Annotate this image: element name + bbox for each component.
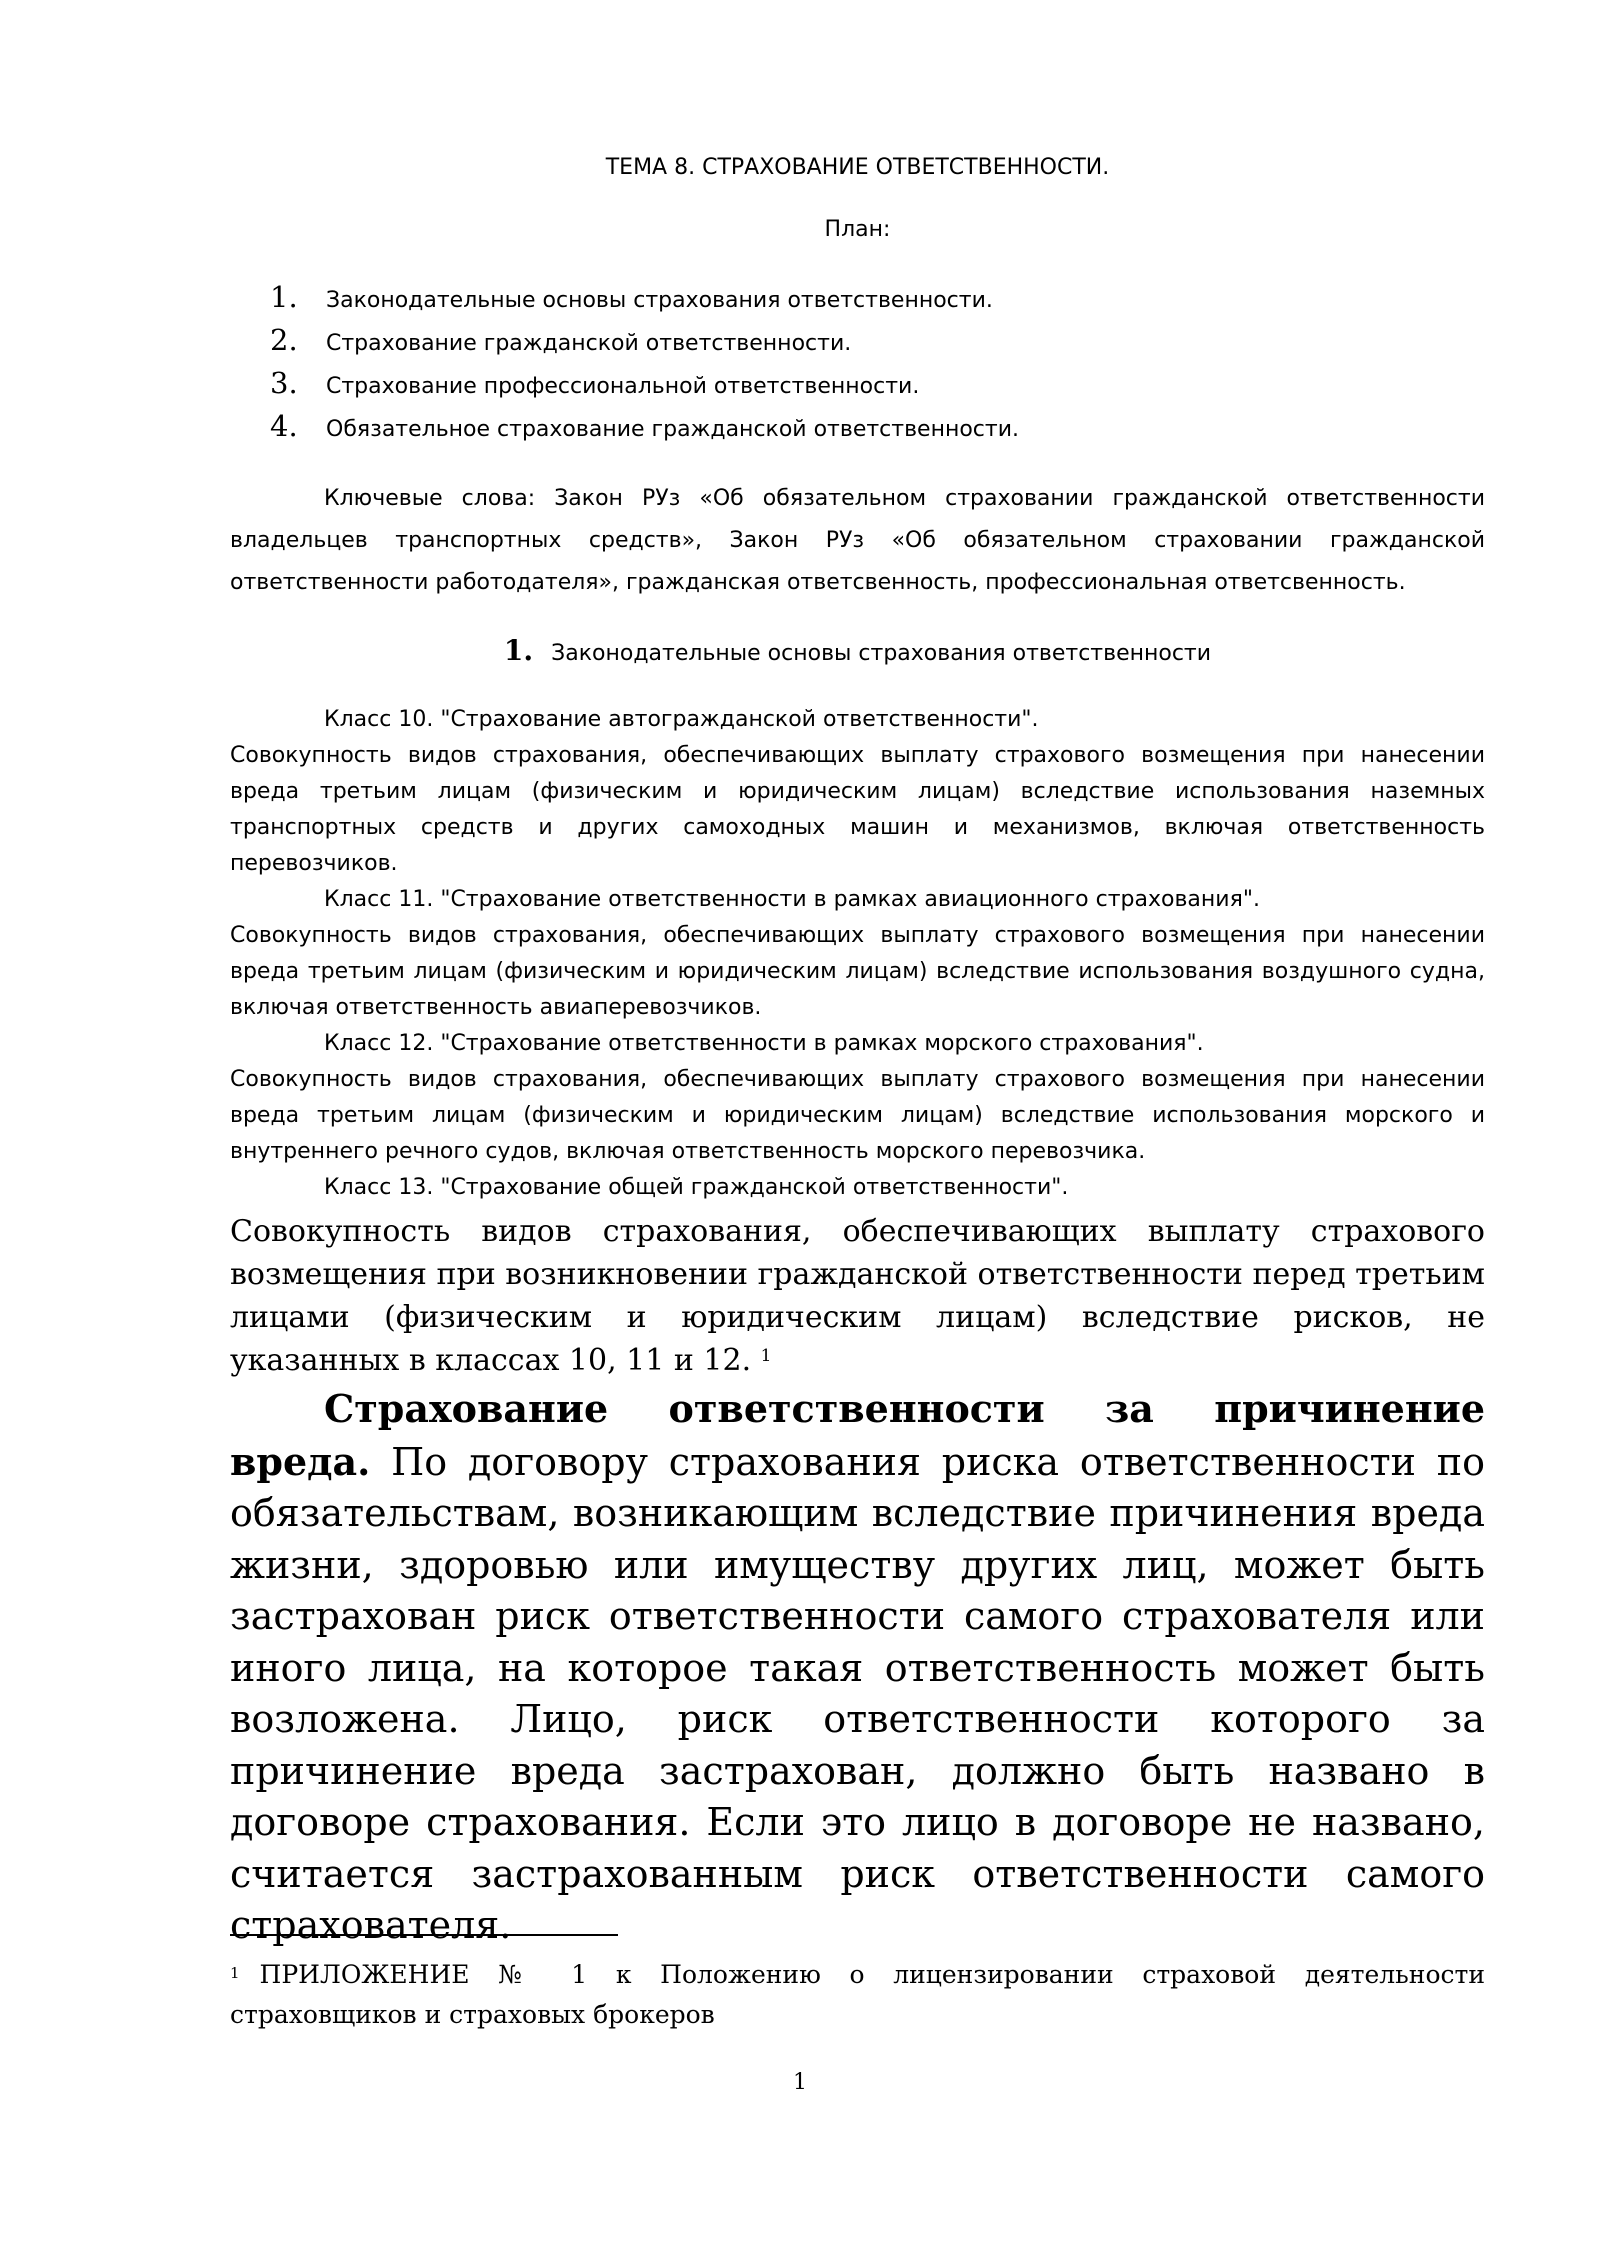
main-paragraph-lead: Страхование ответственности за причинение вреда. bbox=[230, 1386, 1485, 1484]
class-13-description bbox=[230, 1210, 1485, 1382]
class-13-text: Совокупность видов страхования, обеспечивающих выплату страхового возмещения при возникновении гражданской ответственности перед третьим лицами (физическим и юридическим лицам) вследствие рисков, не указанных в классах 10, 11 и 12. bbox=[230, 1214, 1485, 1378]
page-number: 1 bbox=[793, 2070, 807, 2095]
class-title: Класс 11. "Страхование ответственности в рамках авиационного страхования". bbox=[324, 887, 1260, 912]
class-description: Совокупность видов страхования, обеспечивающих выплату страхового возмещения при нанесении вреда третьим лицам (физическим и юридическим лицам) вследствие использования морского и внутреннего речного судов, включая ответственность морского перевозчика. bbox=[230, 1067, 1485, 1164]
plan-item bbox=[270, 366, 1019, 409]
main-paragraph-text: По договору страхования риска ответственности по обязательствам, возникающим вследствие причинения вреда жизни, здоровью или имуществу других лиц, может быть застрахован риск ответственности самого страхователя или иного лица, на которое такая ответственность может быть возложена. Лицо, риск ответственности которого за причинение вреда застрахован, должно быть названо в договоре страхования. Если это лицо в договоре не названо, считается застрахованным риск ответственности самого страхователя. bbox=[230, 1439, 1485, 1947]
class-title: Класс 13. "Страхование общей гражданской ответственности". bbox=[324, 1175, 1069, 1200]
section-heading bbox=[230, 634, 1485, 667]
insurance-classes bbox=[230, 702, 1485, 1206]
footnote-separator bbox=[230, 1934, 618, 1936]
footnote-reference[interactable]: 1 bbox=[760, 1346, 772, 1366]
keywords-paragraph: Ключевые слова: Закон РУз «Об обязательном страховании гражданской ответственности владельцев транспортных средств», Закон РУз «Об обязательном страховании гражданской ответственности работодателя», гражданская ответсвенность, профессиональная ответсвенность. bbox=[230, 486, 1485, 595]
plan-item-text: Страхование профессиональной ответственности. bbox=[326, 374, 920, 399]
plan-item-number: 1. bbox=[270, 280, 298, 314]
class-description: Совокупность видов страхования, обеспечивающих выплату страхового возмещения при нанесении вреда третьим лицам (физическим и юридическим лицам) вследствие использования воздушного судна, включая ответственность авиаперевозчиков. bbox=[230, 923, 1485, 1020]
plan-item-text: Страхование гражданской ответственности. bbox=[326, 331, 852, 356]
class-title: Класс 12. "Страхование ответственности в рамках морского страхования". bbox=[324, 1031, 1204, 1056]
plan-list bbox=[270, 280, 1019, 452]
footnote-number: 1 bbox=[230, 1964, 240, 1982]
class-title: Класс 10. "Страхование автогражданской ответственности". bbox=[324, 707, 1039, 732]
class-description: Совокупность видов страхования, обеспечивающих выплату страхового возмещения при нанесении вреда третьим лицам (физическим и юридическим лицам) вследствие использования наземных транспортных средств и других самоходных машин и механизмов, включая ответственность перевозчиков. bbox=[230, 743, 1485, 876]
footnote-text: ПРИЛОЖЕНИЕ № 1 к Положению о лицензировании страховой деятельности страховщиков и страховых брокеров bbox=[230, 1960, 1485, 2029]
plan-item-number: 2. bbox=[270, 323, 298, 357]
footnote bbox=[230, 1955, 1485, 2035]
plan-item-text: Обязательное страхование гражданской ответственности. bbox=[326, 417, 1020, 442]
document-title: ТЕМА 8. СТРАХОВАНИЕ ОТВЕТСТВЕННОСТИ. bbox=[605, 155, 1110, 180]
plan-item-text: Законодательные основы страхования ответственности. bbox=[326, 288, 993, 313]
plan-item bbox=[270, 323, 1019, 366]
section-title: Законодательные основы страхования ответственности bbox=[551, 641, 1212, 666]
main-paragraph bbox=[230, 1383, 1485, 1952]
section-number: 1. bbox=[503, 634, 534, 667]
plan-item-number: 3. bbox=[270, 366, 298, 400]
plan-item-number: 4. bbox=[270, 409, 298, 443]
plan-heading: План: bbox=[824, 217, 891, 242]
plan-item bbox=[270, 409, 1019, 452]
plan-item bbox=[270, 280, 1019, 323]
